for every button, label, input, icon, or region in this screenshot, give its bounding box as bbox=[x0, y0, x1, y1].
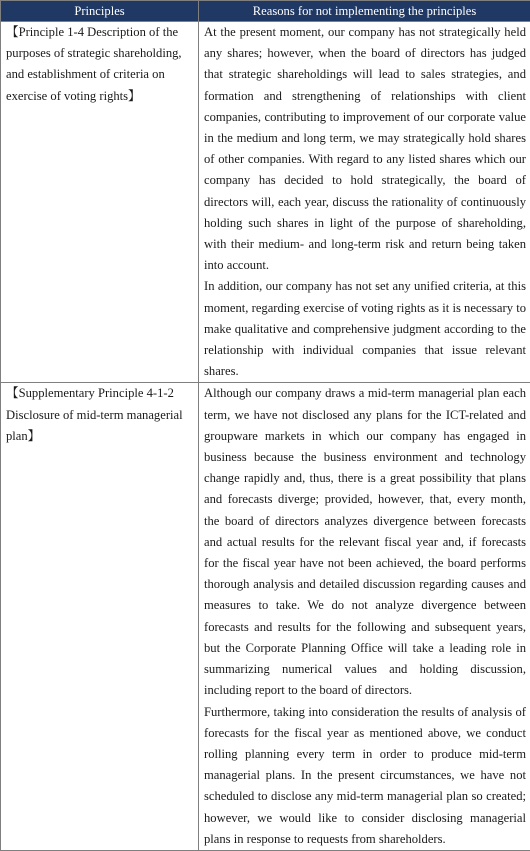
header-row bbox=[1, 1, 530, 22]
reason-paragraph: In addition, our company has not set any unified criteria, at this moment, regarding exercise of voting rights as it is necessary to make qualitative and comprehensive judgment according to the relationship with individual companies that issue relevant shares. bbox=[204, 276, 526, 382]
reasons-column-header: Reasons for not implementing the principles bbox=[199, 1, 530, 22]
reason-paragraph: At the present moment, our company has not strategically held any shares; however, when the board of directors has judged that strategic shareholdings will lead to sales strategies, and formation and strengthening of relationships with client companies, contributing to improvement of our corporate value in the medium and long term, we may strategically hold shares of other companies. With regard to any listed shares which our company has decided to hold strategically, the board of directors will, each year, discuss the rationality of continuously holding such shares in light of the purpose of shareholding, with their medium- and long-term risk and return being taken into account. bbox=[204, 22, 526, 276]
principle-cell: 【Supplementary Principle 4-1-2 Disclosure of mid-term managerial plan】 bbox=[1, 383, 199, 850]
table-body bbox=[1, 22, 530, 851]
table-row bbox=[1, 383, 530, 850]
table-row bbox=[1, 22, 530, 383]
reason-cell bbox=[199, 383, 530, 850]
principles-column-header: Principles bbox=[1, 1, 199, 22]
principle-cell: 【Principle 1-4 Description of the purposes of strategic shareholding, and establishment of criteria on exercise of voting rights】 bbox=[1, 22, 199, 383]
reason-cell bbox=[199, 22, 530, 383]
reason-paragraph: Although our company draws a mid-term managerial plan each term, we have not disclosed any plans for the ICT-related and groupware markets in which our company has engaged in business because the business environment and technology change rapidly and, thus, there is a great possibility that plans and forecasts diverge; provided, however, that, every month, the board of directors analyzes divergence between forecasts and actual results for the relevant fiscal year and, if forecasts for the fiscal year have not been achieved, the board performs thorough analysis and detailed discussion regarding causes and measures to take. We do not analyze divergence between forecasts and results for the following and subsequent years, but the Corporate Planning Office will take a leading role in summarizing numerical values and holding discussion, including report to the board of directors. bbox=[204, 383, 526, 701]
reason-paragraph: Furthermore, taking into consideration the results of analysis of forecasts for the fiscal year as mentioned above, we conduct rolling planning every term in order to produce mid-term managerial plans. In the present circumstances, we have not scheduled to disclose any mid-term managerial plan so created; however, we would like to consider disclosing managerial plans in response to requests from shareholders. bbox=[204, 702, 526, 850]
table-header bbox=[1, 1, 530, 22]
